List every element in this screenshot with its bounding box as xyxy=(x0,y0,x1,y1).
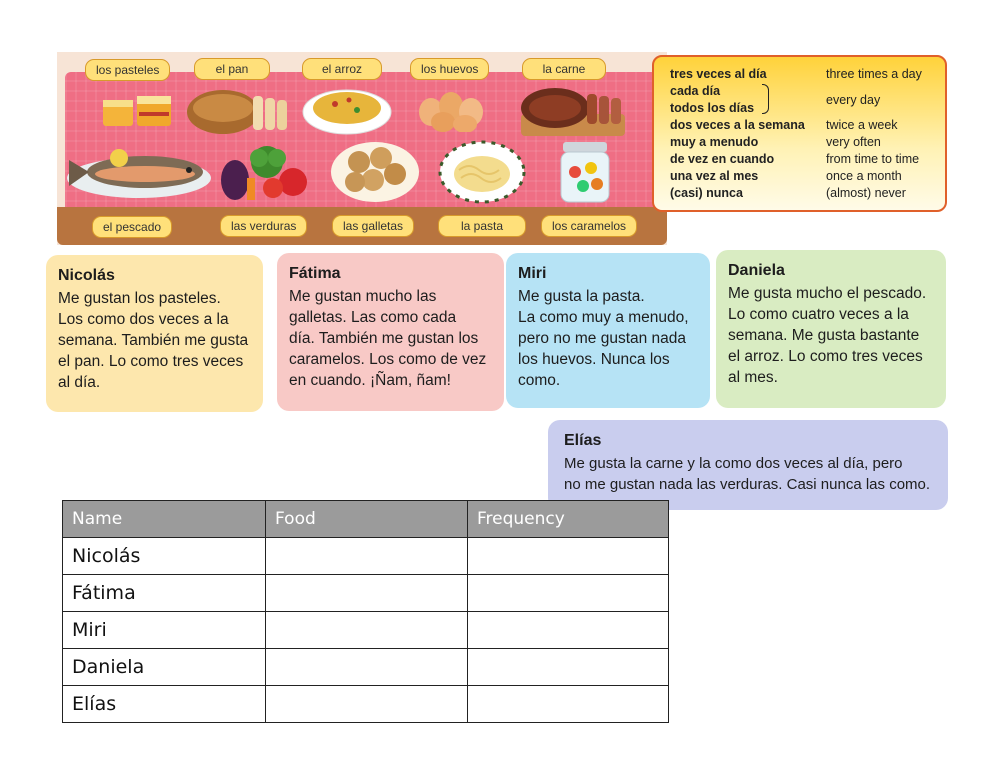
bubble-line: pero no me gustan nada xyxy=(518,330,687,347)
name-cell: Daniela xyxy=(63,649,266,686)
bubble-text xyxy=(564,453,936,495)
bubble-line: semana. También me gusta xyxy=(58,332,249,349)
freq-es: de vez en cuando xyxy=(670,152,775,166)
name-cell: Nicolás xyxy=(63,538,266,575)
food-label-pasteles: los pasteles xyxy=(85,59,170,81)
frequency-answer-cell[interactable] xyxy=(468,612,669,649)
bubble-name: Miri xyxy=(518,265,547,282)
bubble-line: Los como dos veces a la xyxy=(58,311,229,328)
freq-es: una vez al mes xyxy=(670,169,759,183)
bubble-line: Lo como cuatro veces a la xyxy=(728,306,909,323)
food-label-pescado: el pescado xyxy=(92,216,172,238)
bubble-line: Me gusta la pasta. xyxy=(518,288,645,305)
fish-image xyxy=(65,140,215,202)
food-label-galletas: las galletas xyxy=(332,215,414,237)
freq-en: very often xyxy=(826,135,881,149)
freq-es: (casi) nunca xyxy=(670,186,743,200)
food-board xyxy=(57,52,667,245)
freq-en: three times a day xyxy=(826,67,922,81)
freq-en: twice a week xyxy=(826,118,898,132)
bubble-text xyxy=(289,286,492,391)
table-row xyxy=(63,538,669,575)
bubble-line: el pan. Lo como tres veces xyxy=(58,353,244,370)
freq-en: every day xyxy=(826,93,881,107)
cookies-image xyxy=(329,138,421,204)
freq-es: muy a menudo xyxy=(670,135,759,149)
freq-en: from time to time xyxy=(826,152,920,166)
food-label-arroz: el arroz xyxy=(302,58,382,80)
freq-es: dos veces a la semana xyxy=(670,118,805,132)
bubble-elias xyxy=(548,420,948,510)
bubble-fatima xyxy=(277,253,504,411)
bubble-line: como. xyxy=(518,372,561,389)
bubble-miri xyxy=(506,253,710,408)
bubble-line: galletas. Las como cada xyxy=(289,309,457,326)
food-label-carne: la carne xyxy=(522,58,606,80)
answer-table xyxy=(62,500,669,723)
header-name: Name xyxy=(63,501,266,538)
bubble-line: caramelos. Los como de vez xyxy=(289,351,487,368)
name-cell: Fátima xyxy=(63,575,266,612)
food-label-verduras: las verduras xyxy=(220,215,307,237)
freq-en: (almost) never xyxy=(826,186,906,200)
food-answer-cell[interactable] xyxy=(266,612,468,649)
table-row xyxy=(63,649,669,686)
bubble-nicolas xyxy=(46,255,263,412)
food-label-pasta: la pasta xyxy=(438,215,526,237)
bubble-line: día. También me gustan los xyxy=(289,330,479,347)
bubble-line: La como muy a menudo, xyxy=(518,309,689,326)
pasta-image xyxy=(437,136,527,204)
frequency-vocabulary-box xyxy=(652,55,947,212)
bubble-name: Elías xyxy=(564,432,602,449)
food-label-pan: el pan xyxy=(194,58,270,80)
bubble-line: Me gustan mucho las xyxy=(289,288,437,305)
bubble-line: Me gusta mucho el pescado. xyxy=(728,285,927,302)
bubble-line: semana. Me gusta bastante xyxy=(728,327,920,344)
bubble-line: en cuando. ¡Ñam, ñam! xyxy=(289,372,451,389)
bubble-text xyxy=(518,286,698,391)
freq-es: todos los días xyxy=(670,101,755,115)
frequency-answer-cell[interactable] xyxy=(468,575,669,612)
bracket xyxy=(762,84,769,114)
cakes-image xyxy=(99,92,177,134)
bubble-text xyxy=(728,283,934,388)
frequency-answer-cell[interactable] xyxy=(468,686,669,723)
bread-image xyxy=(183,84,291,136)
bubble-name: Fátima xyxy=(289,265,341,282)
vegetables-image xyxy=(217,138,317,204)
food-answer-cell[interactable] xyxy=(266,575,468,612)
frequency-answer-cell[interactable] xyxy=(468,649,669,686)
bubble-name: Nicolás xyxy=(58,267,115,284)
meat-image xyxy=(515,82,633,138)
bubble-text xyxy=(58,288,251,393)
header-frequency: Frequency xyxy=(468,501,669,538)
bubble-line: no me gustan nada las verduras. Casi nunca las como. xyxy=(564,476,931,493)
food-label-huevos: los huevos xyxy=(410,58,489,80)
bubble-line: Me gusta la carne y la como dos veces al día, pero xyxy=(564,455,903,472)
name-cell: Miri xyxy=(63,612,266,649)
frequency-answer-cell[interactable] xyxy=(468,538,669,575)
bubble-line: al mes. xyxy=(728,369,778,386)
eggs-image xyxy=(415,84,495,132)
bubble-name: Daniela xyxy=(728,262,785,279)
food-answer-cell[interactable] xyxy=(266,686,468,723)
freq-es: cada día xyxy=(670,84,721,98)
table-row xyxy=(63,575,669,612)
candies-image xyxy=(557,138,613,204)
name-cell: Elías xyxy=(63,686,266,723)
freq-es: tres veces al día xyxy=(670,67,767,81)
freq-en: once a month xyxy=(826,169,902,183)
bubble-daniela xyxy=(716,250,946,408)
food-label-caramelos: los caramelos xyxy=(541,215,637,237)
bubble-line: Me gustan los pasteles. xyxy=(58,290,221,307)
bubble-line: al día. xyxy=(58,374,101,391)
food-answer-cell[interactable] xyxy=(266,538,468,575)
bubble-line: los huevos. Nunca los xyxy=(518,351,670,368)
header-food: Food xyxy=(266,501,468,538)
table-row xyxy=(63,612,669,649)
rice-image xyxy=(301,82,393,136)
table-header-row xyxy=(63,501,669,538)
food-answer-cell[interactable] xyxy=(266,649,468,686)
table-row xyxy=(63,686,669,723)
bubble-line: el arroz. Lo como tres veces xyxy=(728,348,923,365)
